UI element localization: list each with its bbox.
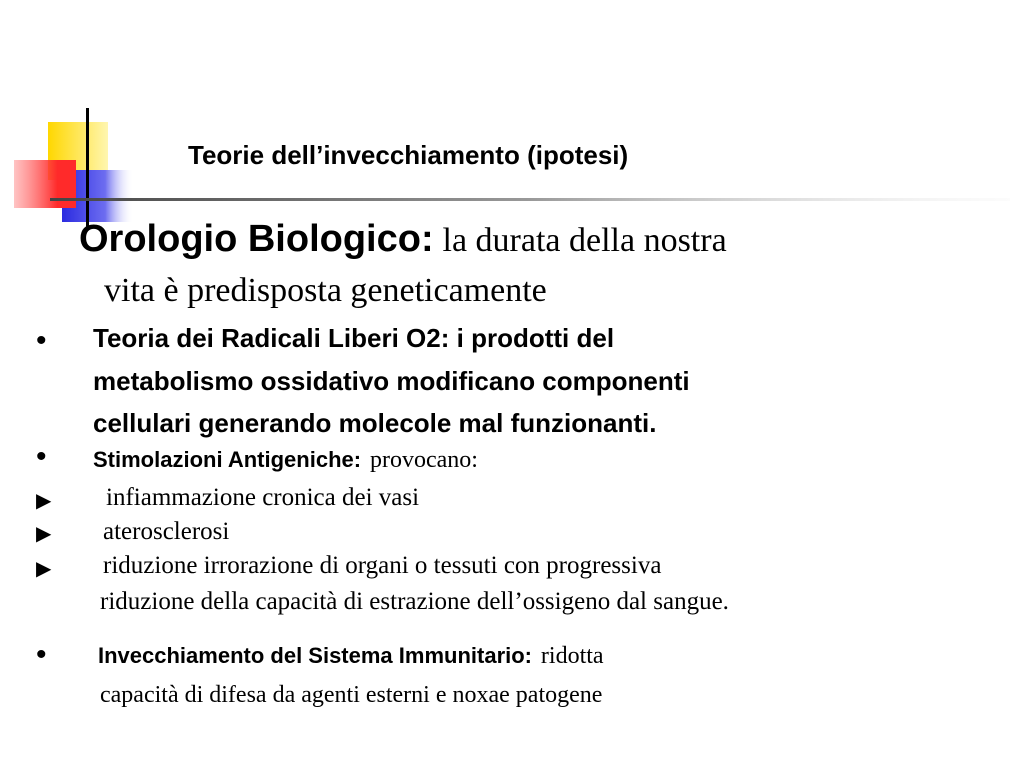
- radicali-line-3: cellulari generando molecole mal funzionanti.: [93, 408, 657, 438]
- radicali-line-1: Teoria dei Radicali Liberi O2: i prodotti del: [93, 323, 615, 353]
- bullet-icon: •: [36, 638, 47, 671]
- bullet-icon: •: [36, 440, 47, 473]
- orologio-text-1: la durata della nostra: [442, 222, 727, 259]
- arrow-bullet-icon: ▶: [36, 558, 52, 580]
- orologio-heading: Orologio Biologico:: [79, 218, 434, 260]
- bullet-icon: •: [36, 324, 47, 357]
- radicali-line-2: metabolismo ossidativo modificano componenti: [93, 366, 690, 396]
- stimolazioni-heading: Stimolazioni Antigeniche:: [93, 447, 362, 472]
- orologio-line-1: [79, 218, 727, 261]
- sub-item-riduzione-line-2: riduzione della capacità di estrazione dell’ossigeno dal sangue.: [100, 588, 729, 615]
- arrow-bullet-icon: ▶: [36, 490, 52, 512]
- slide-title: Teorie dell’invecchiamento (ipotesi): [188, 140, 629, 170]
- stimolazioni-text: provocano:: [369, 447, 478, 473]
- immunitario-heading: Invecchiamento del Sistema Immunitario:: [98, 643, 533, 668]
- immunitario-text-2: capacità di difesa da agenti esterni e noxae patogene: [100, 682, 603, 708]
- logo-horizontal-line: [50, 198, 1010, 201]
- orologio-text-2: vita è predisposta geneticamente: [104, 272, 547, 309]
- immunitario-line: [98, 643, 604, 670]
- immunitario-text-1: ridotta: [540, 643, 604, 669]
- logo-vertical-line: [86, 108, 89, 228]
- arrow-bullet-icon: ▶: [36, 523, 52, 545]
- sub-item-aterosclerosi: aterosclerosi: [103, 518, 230, 545]
- stimolazioni-line: [93, 447, 478, 474]
- sub-item-infiammazione: infiammazione cronica dei vasi: [106, 484, 420, 511]
- sub-item-riduzione-line-1: riduzione irrorazione di organi o tessuti con progressiva: [103, 552, 662, 579]
